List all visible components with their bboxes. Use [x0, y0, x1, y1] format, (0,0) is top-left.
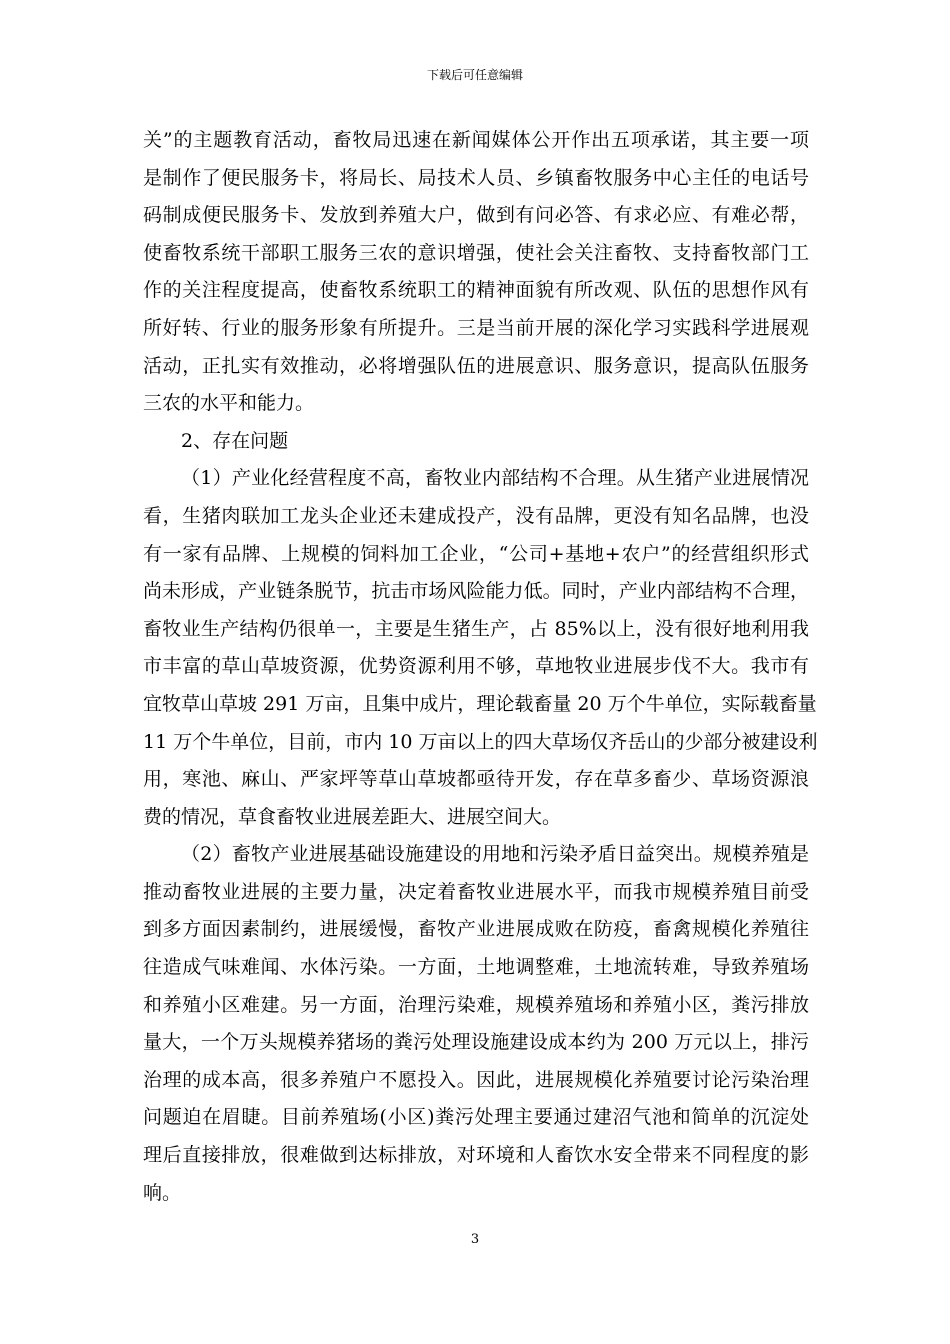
paragraph-1 — [143, 122, 809, 423]
text-line: 关”的主题教育活动，畜牧局迅速在新闻媒体公开作出五项承诺，其主要一项 — [143, 129, 809, 151]
section-title: 2、存在问题 — [181, 429, 289, 452]
text-line: 和养殖小区难建。另一方面，治理污染难，规模养殖场和养殖小区，粪污排放 — [143, 993, 809, 1016]
paragraph-3 — [143, 836, 809, 1212]
text-line: 是制作了便民服务卡，将局长、局技术人员、乡镇畜牧服务中心主任的电话号 — [143, 166, 809, 189]
text-line: 尚未形成，产业链条脱节，抗击市场风险能力低。同时，产业内部结构不合理， — [143, 580, 809, 603]
paragraph-2 — [143, 460, 818, 836]
text-line: 量大，一个万头规模养猪场的粪污处理设施建设成本约为 200 万元以上，排污 — [143, 1031, 809, 1054]
text-line: 看，生猪肉联加工龙头企业还未建成投产，没有品牌，更没有知名品牌，也没 — [143, 504, 809, 527]
text-line: （1）产业化经营程度不高，畜牧业内部结构不合理。从生猪产业进展情况 — [181, 467, 809, 490]
text-line: 往造成气味难闻、水体污染。一方面，土地调整难，土地流转难，导致养殖场 — [143, 956, 809, 979]
text-line: 作的关注程度提高，使畜牧系统职工的精神面貌有所改观、队伍的思想作风有 — [143, 279, 809, 302]
text-line: 码制成便民服务卡、发放到养殖大户，做到有问必答、有求必应、有难必帮， — [143, 204, 809, 227]
text-line: 三农的水平和能力。 — [143, 392, 315, 415]
section-heading — [143, 423, 809, 461]
text-line: 理后直接排放，很难做到达标排放，对环境和人畜饮水安全带来不同程度的影 — [143, 1144, 809, 1167]
text-line: 所好转、行业的服务形象有所提升。三是当前开展的深化学习实践科学进展观 — [143, 316, 809, 339]
text-line: 活动，正扎实有效推动，必将增强队伍的进展意识、服务意识，提高队伍服务 — [143, 354, 809, 377]
text-line: 费的情况，草食畜牧业进展差距大、进展空间大。 — [143, 805, 562, 828]
text-line: 响。 — [143, 1181, 182, 1204]
document-body — [143, 122, 818, 1212]
text-line: 到多方面因素制约，进展缓慢，畜牧产业进展成败在防疫，畜禽规模化养殖往 — [143, 918, 809, 941]
page-header: 下载后可任意编辑 — [426, 68, 523, 82]
text-line: （2）畜牧产业进展基础设施建设的用地和污染矛盾日益突出。规模养殖是 — [181, 843, 809, 866]
text-line: 治理的成本高，很多养殖户不愿投入。因此，进展规模化养殖要讨论污染治理 — [143, 1068, 809, 1091]
text-line: 推动畜牧业进展的主要力量，决定着畜牧业进展水平，而我市规模养殖目前受 — [143, 880, 809, 903]
text-line: 用，寒池、麻山、严家坪等草山草坡都亟待开发，存在草多畜少、草场资源浪 — [143, 768, 809, 791]
page-number: 3 — [470, 1232, 480, 1247]
text-line: 宜牧草山草坡 291 万亩，且集中成片，理论载畜量 20 万个牛单位，实际载畜量 — [143, 692, 817, 715]
text-line: 市丰富的草山草坡资源，优势资源利用不够，草地牧业进展步伐不大。我市有 — [143, 655, 809, 678]
text-line: 问题迫在眉睫。目前养殖场(小区)粪污处理主要通过建沼气池和简单的沉淀处 — [143, 1106, 809, 1129]
text-line: 畜牧业生产结构仍很单一，主要是生猪生产，占 85%以上，没有很好地利用我 — [143, 617, 809, 640]
text-line: 有一家有品牌、上规模的饲料加工企业，“公司+基地+农户”的经营组织形式 — [143, 542, 809, 565]
text-line: 11 万个牛单位，目前，市内 10 万亩以上的四大草场仅齐岳山的少部分被建设利 — [143, 730, 818, 753]
text-line: 使畜牧系统干部职工服务三农的意识增强，使社会关注畜牧、支持畜牧部门工 — [143, 241, 809, 264]
